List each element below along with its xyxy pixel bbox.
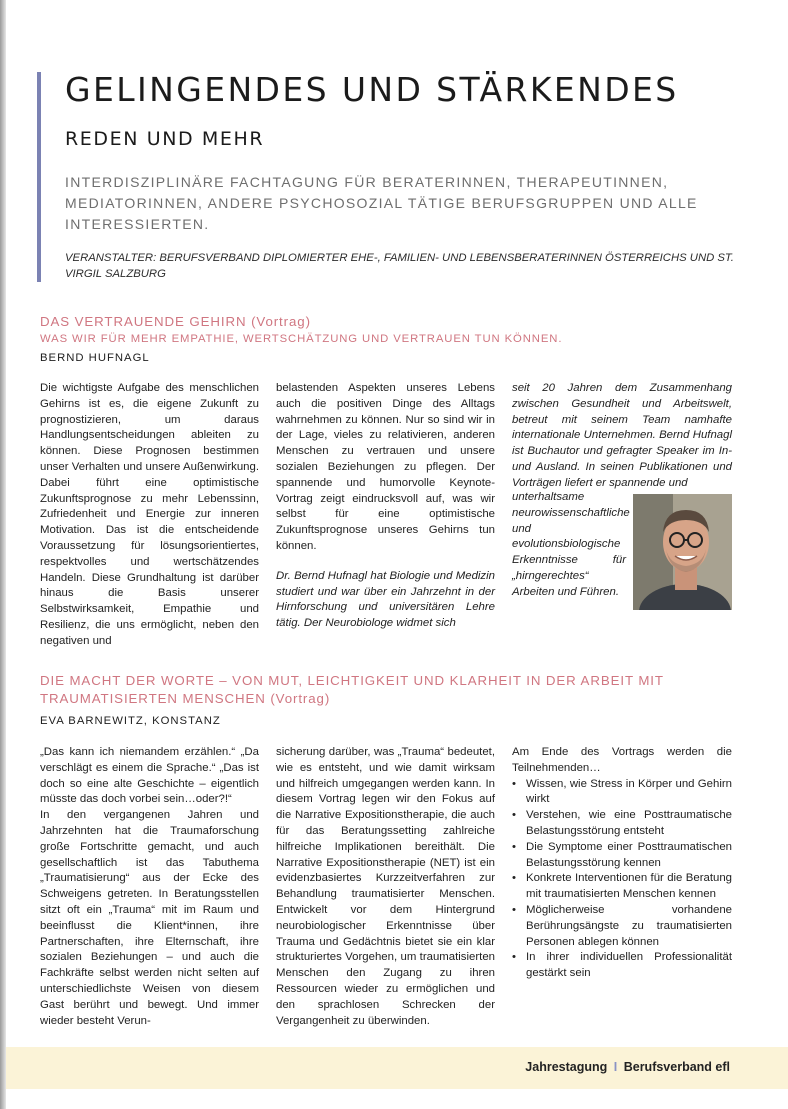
section1-subtitle: WAS WIR FÜR MEHR EMPATHIE, WERTSCHÄTZUNG UND VERTRAUEN TUN KÖNNEN. (40, 333, 563, 345)
section1-speaker: BERND HUFNAGL (40, 352, 150, 364)
section2-speaker: EVA BARNEWITZ, KONSTANZ (40, 715, 221, 727)
page-title: GELINGENDES UND STÄRKENDES (65, 70, 679, 109)
section1-col1-text: Die wichtigste Aufgabe des menschlichen Gehirns ist es, die eigene Zukunft zu prognostizieren, um daraus Handlungsentscheidungen ableiten zu können. Diese Prognosen bestimmen unser Verhalten und unsere Außenwirkung. Dabei führt eine optimistische Zukunftsprognose zu mehr Lebenssinn, Zufriedenheit und Energie zur inneren Motivation. Das ist die entscheidende Voraussetzung für lösungsorientiertes, respektvolles und wertschätzendes Handeln. Diese Grundhaltung ist darüber hinaus die Basis unserer Selbstwirksamkeit, Empathie und Resilienz, die uns ermöglicht, neben den negativen und (40, 382, 259, 647)
footer-publisher-label: Berufsverband efl (623, 1060, 730, 1074)
section1-title: DAS VERTRAUENDE GEHIRN (Vortrag) (40, 314, 311, 329)
list-item: • Die Symptome einer Posttraumatischen Belastungsstörung kennen (512, 840, 732, 872)
footer-text (525, 1060, 730, 1074)
footer-event-label: Jahrestagung (525, 1060, 608, 1074)
section1-col2-text: belastenden Aspekten unseres Lebens auch die positiven Dinge des Alltags wahrnehmen zu können. Nur so sind wir in der Lage, vieles zu relativieren, anderen Menschen zu vertrauen und unsere sozialen Beziehungen zu pflegen. Der spannende und humorvolle Keynote-Vortrag zeigt eindrucksvoll auf, was wir selbst für eine optimistische Zukunftsprognose unseres Gehirns tun können. (276, 382, 495, 552)
section1-column-1 (40, 381, 259, 650)
list-item: • Verstehen, wie eine Posttraumatische Belastungsstörung entsteht (512, 808, 732, 840)
list-item: • In ihrer individuellen Professionalität gestärkt sein (512, 950, 732, 982)
section2-column-2 (276, 745, 495, 1029)
section2-column-3 (512, 745, 732, 982)
section2-col1-text: In den vergangenen Jahren und Jahrzehnten hat die Traumaforschung große Fortschritte gemacht, und auch gesellschaftlich ist das Tabuthema „Traumatisierung“ aus der Ecke des Schweigens getreten. In Beratungsstellen sitzt oft ein „Trauma“ mit im Raum und beeinflusst die Klient*innen, ihre Partnerschaften, ihre Elternschaft, ihre sozialen Beziehungen – und auch die Fachkräfte selbst werden nicht selten auf unterschiedlichste Weisen von diesem Gast berührt und bewegt. Und immer wieder besteht Verun- (40, 809, 259, 1027)
section1-bio-part1: Dr. Bernd Hufnagl hat Biologie und Medizin studiert und war über ein Jahrzehnt in der Hirnforschung und universitären Lehre tätig. Der Neurobiologe widmet sich (276, 569, 495, 630)
section2-title: DIE MACHT DER WORTE – VON MUT, LEICHTIGKEIT UND KLARHEIT IN DER ARBEIT MIT TRAUMATISIERTEN MENSCHEN (Vortrag) (40, 673, 664, 706)
speaker-photo (633, 494, 732, 610)
section1-bio-wrap (512, 490, 630, 601)
intro-text: INTERDISZIPLINÄRE FACHTAGUNG FÜR BERATERINNEN, THERAPEUTINNEN, MEDIATORINNEN, ANDERE PSYCHOSOZIAL TÄTIGE BERUFSGRUPPEN UND ALLE INTERESSIERTEN. (65, 174, 698, 233)
section1-bio-part3: unterhaltsame neurowissenschaftliche und evolutionsbiologische Erkenntnisse für „hirngerechtes“ Arbeiten und Führen. (512, 491, 630, 598)
speaker-portrait-image (633, 494, 732, 610)
list-item: • Möglicherweise vorhandene Berührungsängste zu traumatisierten Personen ablegen können (512, 903, 732, 950)
page-footer (6, 1047, 788, 1089)
page-subtitle: REDEN UND MEHR (65, 128, 265, 151)
organizer-text: VERANSTALTER: BERUFSVERBAND DIPLOMIERTER EHE-, FAMILIEN- UND LEBENSBERATERINNEN ÖSTERREICHS UND ST. VIRGIL SALZBURG (65, 252, 734, 281)
page-edge-shadow (0, 0, 6, 1109)
section2-col3-intro: Am Ende des Vortrags werden die Teilnehmenden… (512, 746, 732, 774)
header-block (37, 72, 765, 282)
section1-bio-part2: seit 20 Jahren dem Zusammenhang zwischen Gesundheit und Arbeitswelt, betreut mit seinem Team namhafte internationale Unternehmen. Bernd Hufnagl ist Buchautor und gefragter Speaker im In- und Ausland. In seinen Publikationen und Vorträgen liefert er spannende und (512, 382, 732, 489)
section2-quote-text: „Das kann ich niemandem erzählen.“ „Da verschlägt es einem die Sprache.“ „Das ist doch so eine alte Geschichte – eigentlich müsste das doch vorbei sein…oder?!“ (40, 746, 259, 806)
learning-goals-list (512, 777, 732, 982)
section1-column-2 (276, 381, 495, 632)
section2-col2-text: sicherung darüber, was „Trauma“ bedeutet, wie es entsteht, und wie damit wirksam und hilfreich umgegangen werden kann. In diesem Vortrag legen wir den Fokus auf die Narrative Expositionstherapie, die auch für das Beratungssetting zahlreiche hilfreiche Implikationen bereithält. Die Narrative Expositionstherapie (NET) ist ein evidenzbasiertes Kurzzeitverfahren zur Behandlung traumatisierter Menschen. Entwickelt vor dem Hintergrund neurobiologischer Erkenntnisse über Trauma und Gedächtnis bietet sie ein klar strukturiertes Vorgehen, um traumatisierten Menschen den Zugang zu ihren Ressourcen wieder zu ermöglichen und den sprachlosen Schrecken der Vergangenheit zu überwinden. (276, 746, 495, 1027)
section1-column-3 (512, 381, 732, 492)
list-item: • Wissen, wie Stress in Körper und Gehirn wirkt (512, 777, 732, 809)
footer-separator: I (613, 1060, 618, 1074)
list-item: • Konkrete Interventionen für die Beratung mit traumatisierten Menschen kennen (512, 871, 732, 903)
section2-column-1 (40, 745, 259, 1029)
